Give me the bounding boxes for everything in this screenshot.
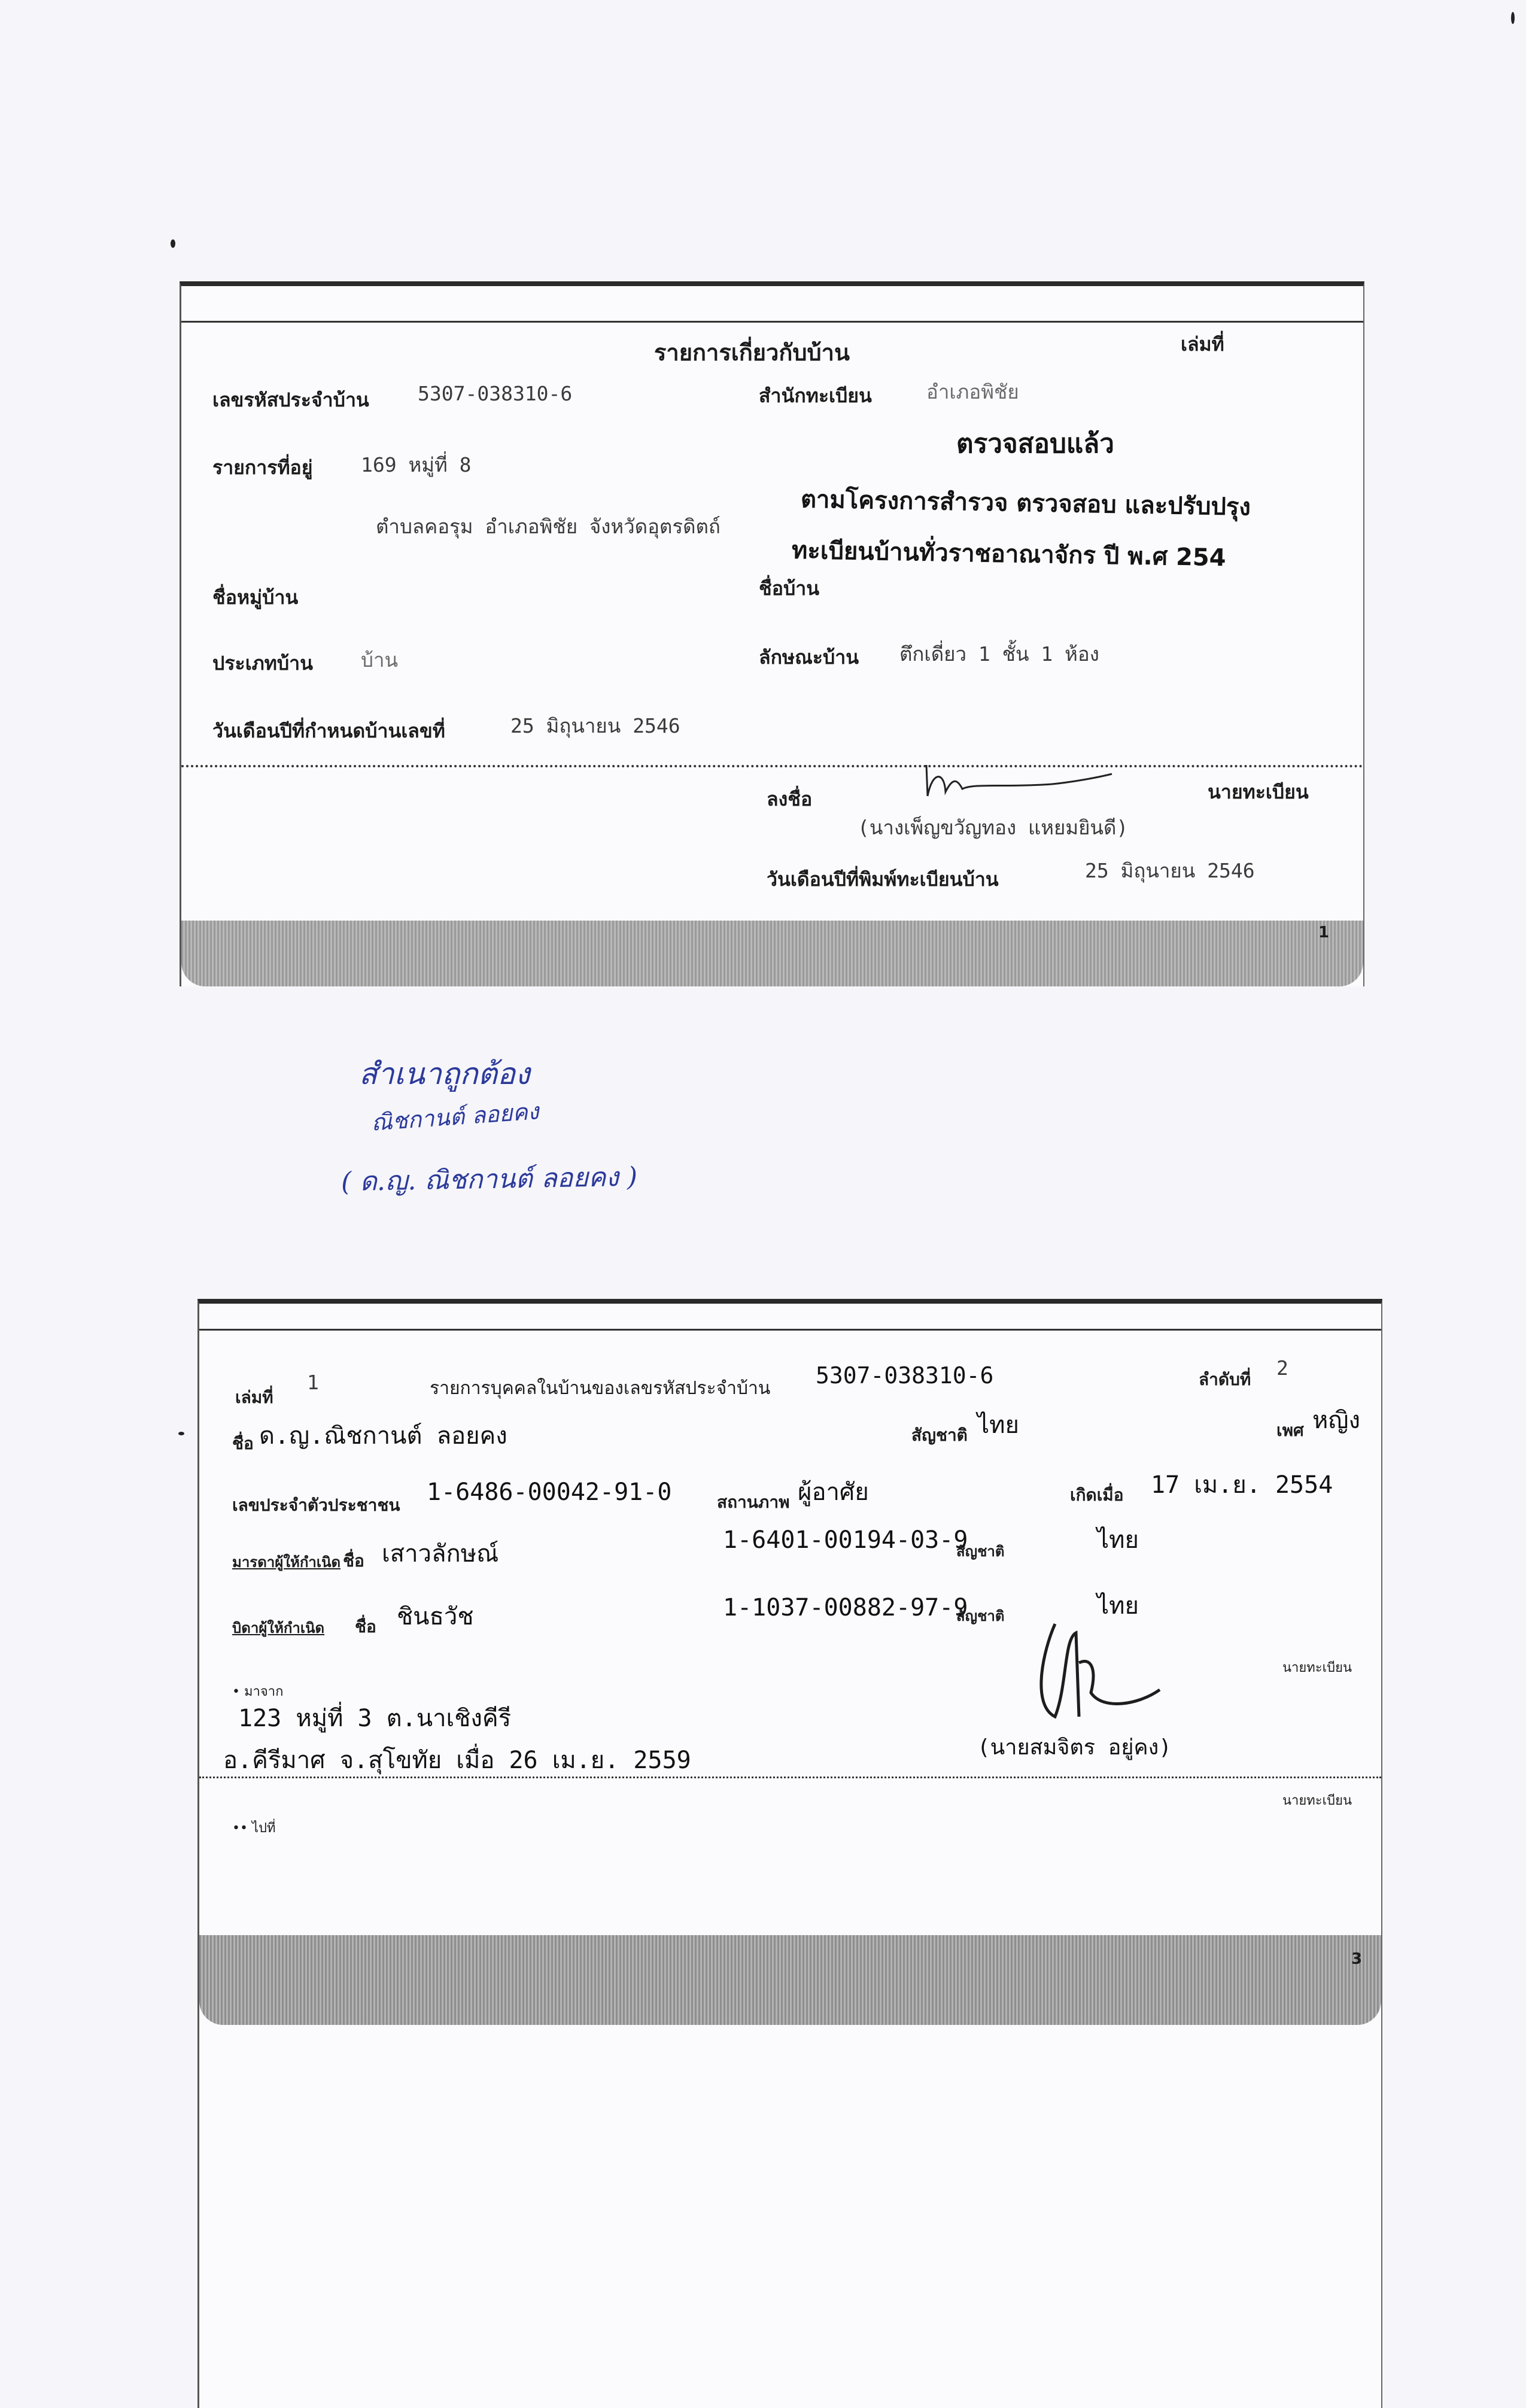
person-book-value: 1: [307, 1371, 319, 1394]
mother-nationality-label: สัญชาติ: [956, 1543, 1005, 1560]
father-name: ชินธวัช: [397, 1603, 474, 1630]
card-footer-shade: [199, 1935, 1381, 2025]
house-type-label: ประเภทบ้าน: [212, 652, 313, 675]
header-rule: [199, 1329, 1381, 1331]
registrar-name: (นายสมจิตร อยู่คง): [977, 1735, 1172, 1760]
citizen-id-label: เลขประจำตัวประชาชน: [232, 1495, 400, 1515]
scan-speck: [1511, 12, 1515, 24]
registrar-signature: [1019, 1615, 1169, 1735]
house-name-label: ชื่อบ้าน: [759, 577, 820, 600]
registrar-label-in: นายทะเบียน: [1282, 1660, 1352, 1675]
mother-nationality: ไทย: [1097, 1526, 1139, 1554]
person-card-title: รายการบุคคลในบ้านของเลขรหัสประจำบ้าน: [430, 1378, 771, 1399]
handwritten-name: ( ด.ญ. ณิชกานต์ ลอยคง ): [341, 1161, 638, 1198]
verified-stamp-line1: ตรวจสอบแล้ว: [956, 429, 1114, 459]
registrar-signature: [920, 759, 1118, 807]
verified-stamp-line3: ทะเบียนบ้านทั่วราชอาณาจักร ปี พ.ศ 254: [791, 536, 1226, 572]
house-card-title: รายการเกี่ยวกับบ้าน: [654, 339, 850, 366]
sign-label: ลงชื่อ: [767, 788, 813, 810]
registrar-name: (นางเพ็ญขวัญทอง แหยมยินดี): [858, 816, 1129, 839]
mother-name: เสาวลักษณ์: [382, 1540, 499, 1568]
registrar-label-out: นายทะเบียน: [1282, 1793, 1352, 1808]
registrar-label: นายทะเบียน: [1208, 781, 1309, 803]
house-type-value: บ้าน: [361, 648, 399, 672]
dotted-separator: [199, 1777, 1381, 1778]
nationality-label: สัญชาติ: [911, 1425, 968, 1445]
village-label: ชื่อหมู่บ้าน: [212, 586, 299, 609]
father-id: 1-1037-00882-97-9: [723, 1594, 968, 1621]
person-house-code: 5307-038310-6: [816, 1362, 994, 1389]
print-date-label: วันเดือนปีที่พิมพ์ทะเบียนบ้าน: [767, 868, 999, 891]
name-value: ด.ญ.ณิชกานต์ ลอยคง: [259, 1422, 507, 1450]
assigned-date-label: วันเดือนปีที่กำหนดบ้านเลขที่: [212, 719, 445, 742]
birth-value: 17 เม.ย. 2554: [1151, 1471, 1333, 1499]
page-number: 1: [1318, 924, 1330, 942]
mother-name-label: ชื่อ: [343, 1551, 364, 1571]
header-rule: [181, 321, 1363, 323]
father-label: บิดาผู้ให้กำเนิด: [232, 1620, 325, 1636]
scan-speck: [178, 1432, 184, 1435]
house-details-card: [180, 281, 1364, 986]
father-name-label: ชื่อ: [355, 1617, 376, 1636]
order-label: ลำดับที่: [1199, 1370, 1251, 1389]
house-code-value: 5307-038310-6: [418, 382, 573, 405]
print-date-value: 25 มิถุนายน 2546: [1085, 859, 1255, 882]
book-no-label: เล่มที่: [1181, 333, 1224, 356]
nationality-value: ไทย: [977, 1411, 1019, 1439]
from-line1: 123 หมู่ที่ 3 ต.นาเชิงคีรี: [238, 1705, 512, 1732]
assigned-date-value: 25 มิถุนายน 2546: [510, 714, 680, 737]
sex-label: เพศ: [1276, 1420, 1304, 1440]
address-line2: ตำบลคอรุม อำเภอพิชัย จังหวัดอุตรดิตถ์: [376, 515, 721, 538]
house-code-label: เลขรหัสประจำบ้าน: [212, 388, 369, 411]
sex-value: หญิง: [1312, 1407, 1360, 1434]
name-label: ชื่อ: [232, 1434, 254, 1453]
father-nationality: ไทย: [1097, 1592, 1139, 1620]
father-nationality-label: สัญชาติ: [956, 1608, 1005, 1624]
person-details-card: [197, 1299, 1382, 2408]
dotted-separator: [181, 765, 1363, 767]
status-value: ผู้อาศัย: [798, 1478, 869, 1506]
mother-id: 1-6401-00194-03-9: [723, 1526, 968, 1554]
registry-office-label: สำนักทะเบียน: [759, 384, 872, 407]
registry-office-value: อำเภอพิชัย: [926, 380, 1019, 403]
verified-stamp-line2: ตามโครงการสำรวจ ตรวจสอบ และปรับปรุง: [800, 485, 1251, 521]
from-label: • มาจาก: [232, 1684, 284, 1699]
address-line1: 169 หมู่ที่ 8: [361, 453, 472, 476]
citizen-id-value: 1-6486-00042-91-0: [427, 1478, 672, 1506]
card-footer-shade: [181, 921, 1363, 986]
house-feature-value: ตึกเดี่ยว 1 ชั้น 1 ห้อง: [899, 642, 1099, 666]
from-line2: อ.คีรีมาศ จ.สุโขทัย เมื่อ 26 เม.ย. 2559: [223, 1747, 691, 1774]
person-book-label: เล่มที่: [235, 1387, 273, 1407]
page-number: 3: [1351, 1950, 1363, 1968]
address-label: รายการที่อยู่: [212, 456, 313, 479]
mother-label: มารดาผู้ให้กำเนิด: [232, 1554, 341, 1571]
birth-label: เกิดเมื่อ: [1070, 1485, 1124, 1505]
house-feature-label: ลักษณะบ้าน: [759, 646, 859, 669]
certified-copy-note: สำเนาถูกต้อง: [359, 1056, 530, 1091]
to-label: •• ไปที่: [232, 1821, 276, 1836]
handwritten-signature: ณิชกานต์ ลอยคง: [370, 1098, 540, 1136]
scan-speck: [171, 239, 175, 248]
status-label: สถานภาพ: [717, 1492, 790, 1512]
order-value: 2: [1276, 1356, 1288, 1380]
